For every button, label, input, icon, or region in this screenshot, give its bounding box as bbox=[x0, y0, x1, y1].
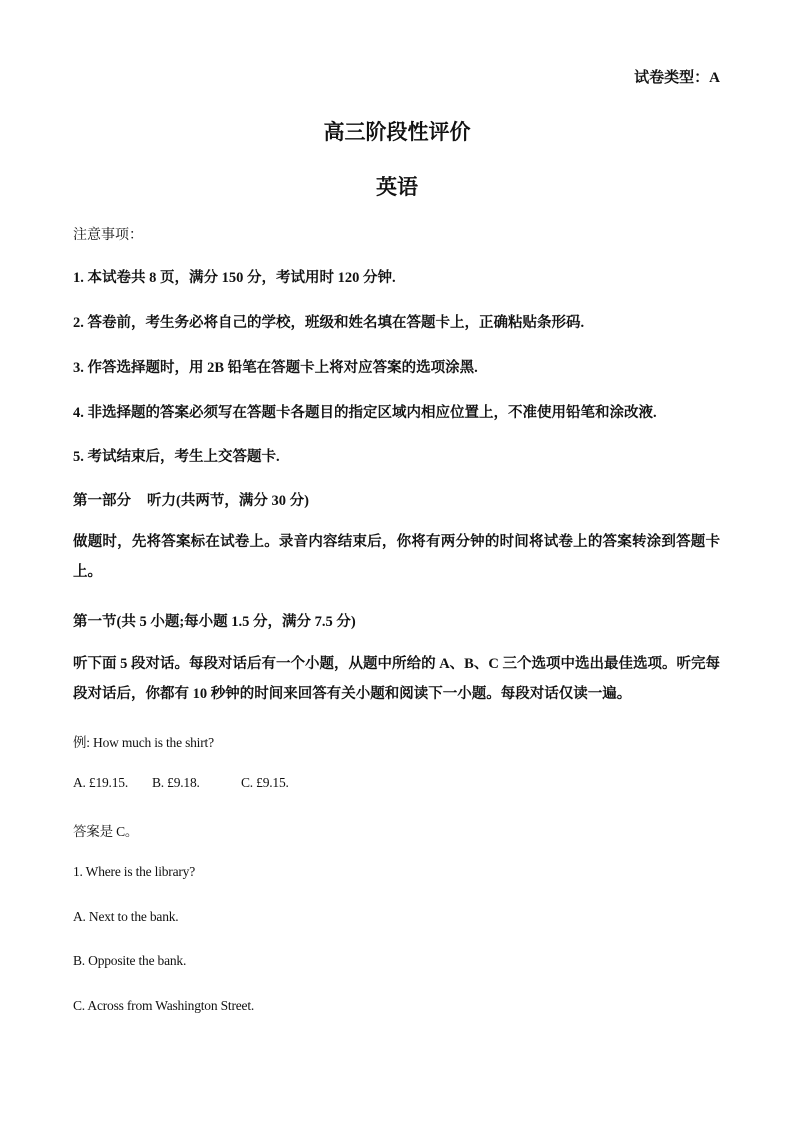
part-one-instruction: 做题时，先将答案标在试卷上。录音内容结束后，你将有两分钟的时间将试卷上的答案转涂到答题卡上。 bbox=[73, 534, 720, 580]
part-one-heading bbox=[73, 489, 720, 510]
exam-type-label: 试卷类型：A bbox=[634, 70, 720, 86]
notice-rule-3: 3. 作答选择题时，用 2B 铅笔在答题卡上将对应答案的选项涂黑. bbox=[73, 360, 478, 376]
section-one-instruction: 听下面 5 段对话。每段对话后有一个小题，从题中所给的 A、B、C 三个选项中选出最佳选项。听完每段对话后，你都有 10 秒钟的时间来回答有关小题和阅读下一小题。每段对话仅读一遍。 bbox=[73, 656, 720, 702]
example-option-c: C. £9.15. bbox=[241, 775, 289, 790]
example-question: 例: How much is the shirt? bbox=[73, 735, 214, 750]
exam-title: 高三阶段性评价 bbox=[323, 120, 471, 144]
notice-rule-2: 2. 答卷前，考生务必将自己的学校，班级和姓名填在答题卡上，正确粘贴条形码. bbox=[73, 315, 585, 331]
question-1-option-c: C. Across from Washington Street. bbox=[73, 998, 255, 1013]
notice-rule-5: 5. 考试结束后，考生上交答题卡. bbox=[73, 449, 280, 465]
notice-rule-4: 4. 非选择题的答案必须写在答题卡各题目的指定区域内相应位置上，不准使用铅笔和涂改液. bbox=[73, 405, 657, 421]
part-one-subtitle: 听力(共两节，满分 30 分) bbox=[147, 493, 309, 509]
question-1-stem: 1. Where is the library? bbox=[73, 864, 196, 879]
example-option-b: B. £9.18. bbox=[152, 775, 200, 790]
example-options bbox=[73, 775, 720, 791]
notice-heading: 注意事项： bbox=[73, 228, 143, 243]
section-one-heading: 第一节(共 5 小题;每小题 1.5 分，满分 7.5 分) bbox=[73, 614, 356, 630]
question-1-option-a: A. Next to the bank. bbox=[73, 909, 179, 924]
example-answer: 答案是 C。 bbox=[73, 824, 139, 839]
question-1-option-b: B. Opposite the bank. bbox=[73, 953, 187, 968]
part-one-label: 第一部分 bbox=[73, 493, 131, 509]
notice-rule-1: 1. 本试卷共 8 页，满分 150 分，考试用时 120 分钟. bbox=[73, 270, 396, 286]
example-option-a: A. £19.15. bbox=[73, 775, 128, 790]
subject-title: 英语 bbox=[376, 175, 418, 199]
